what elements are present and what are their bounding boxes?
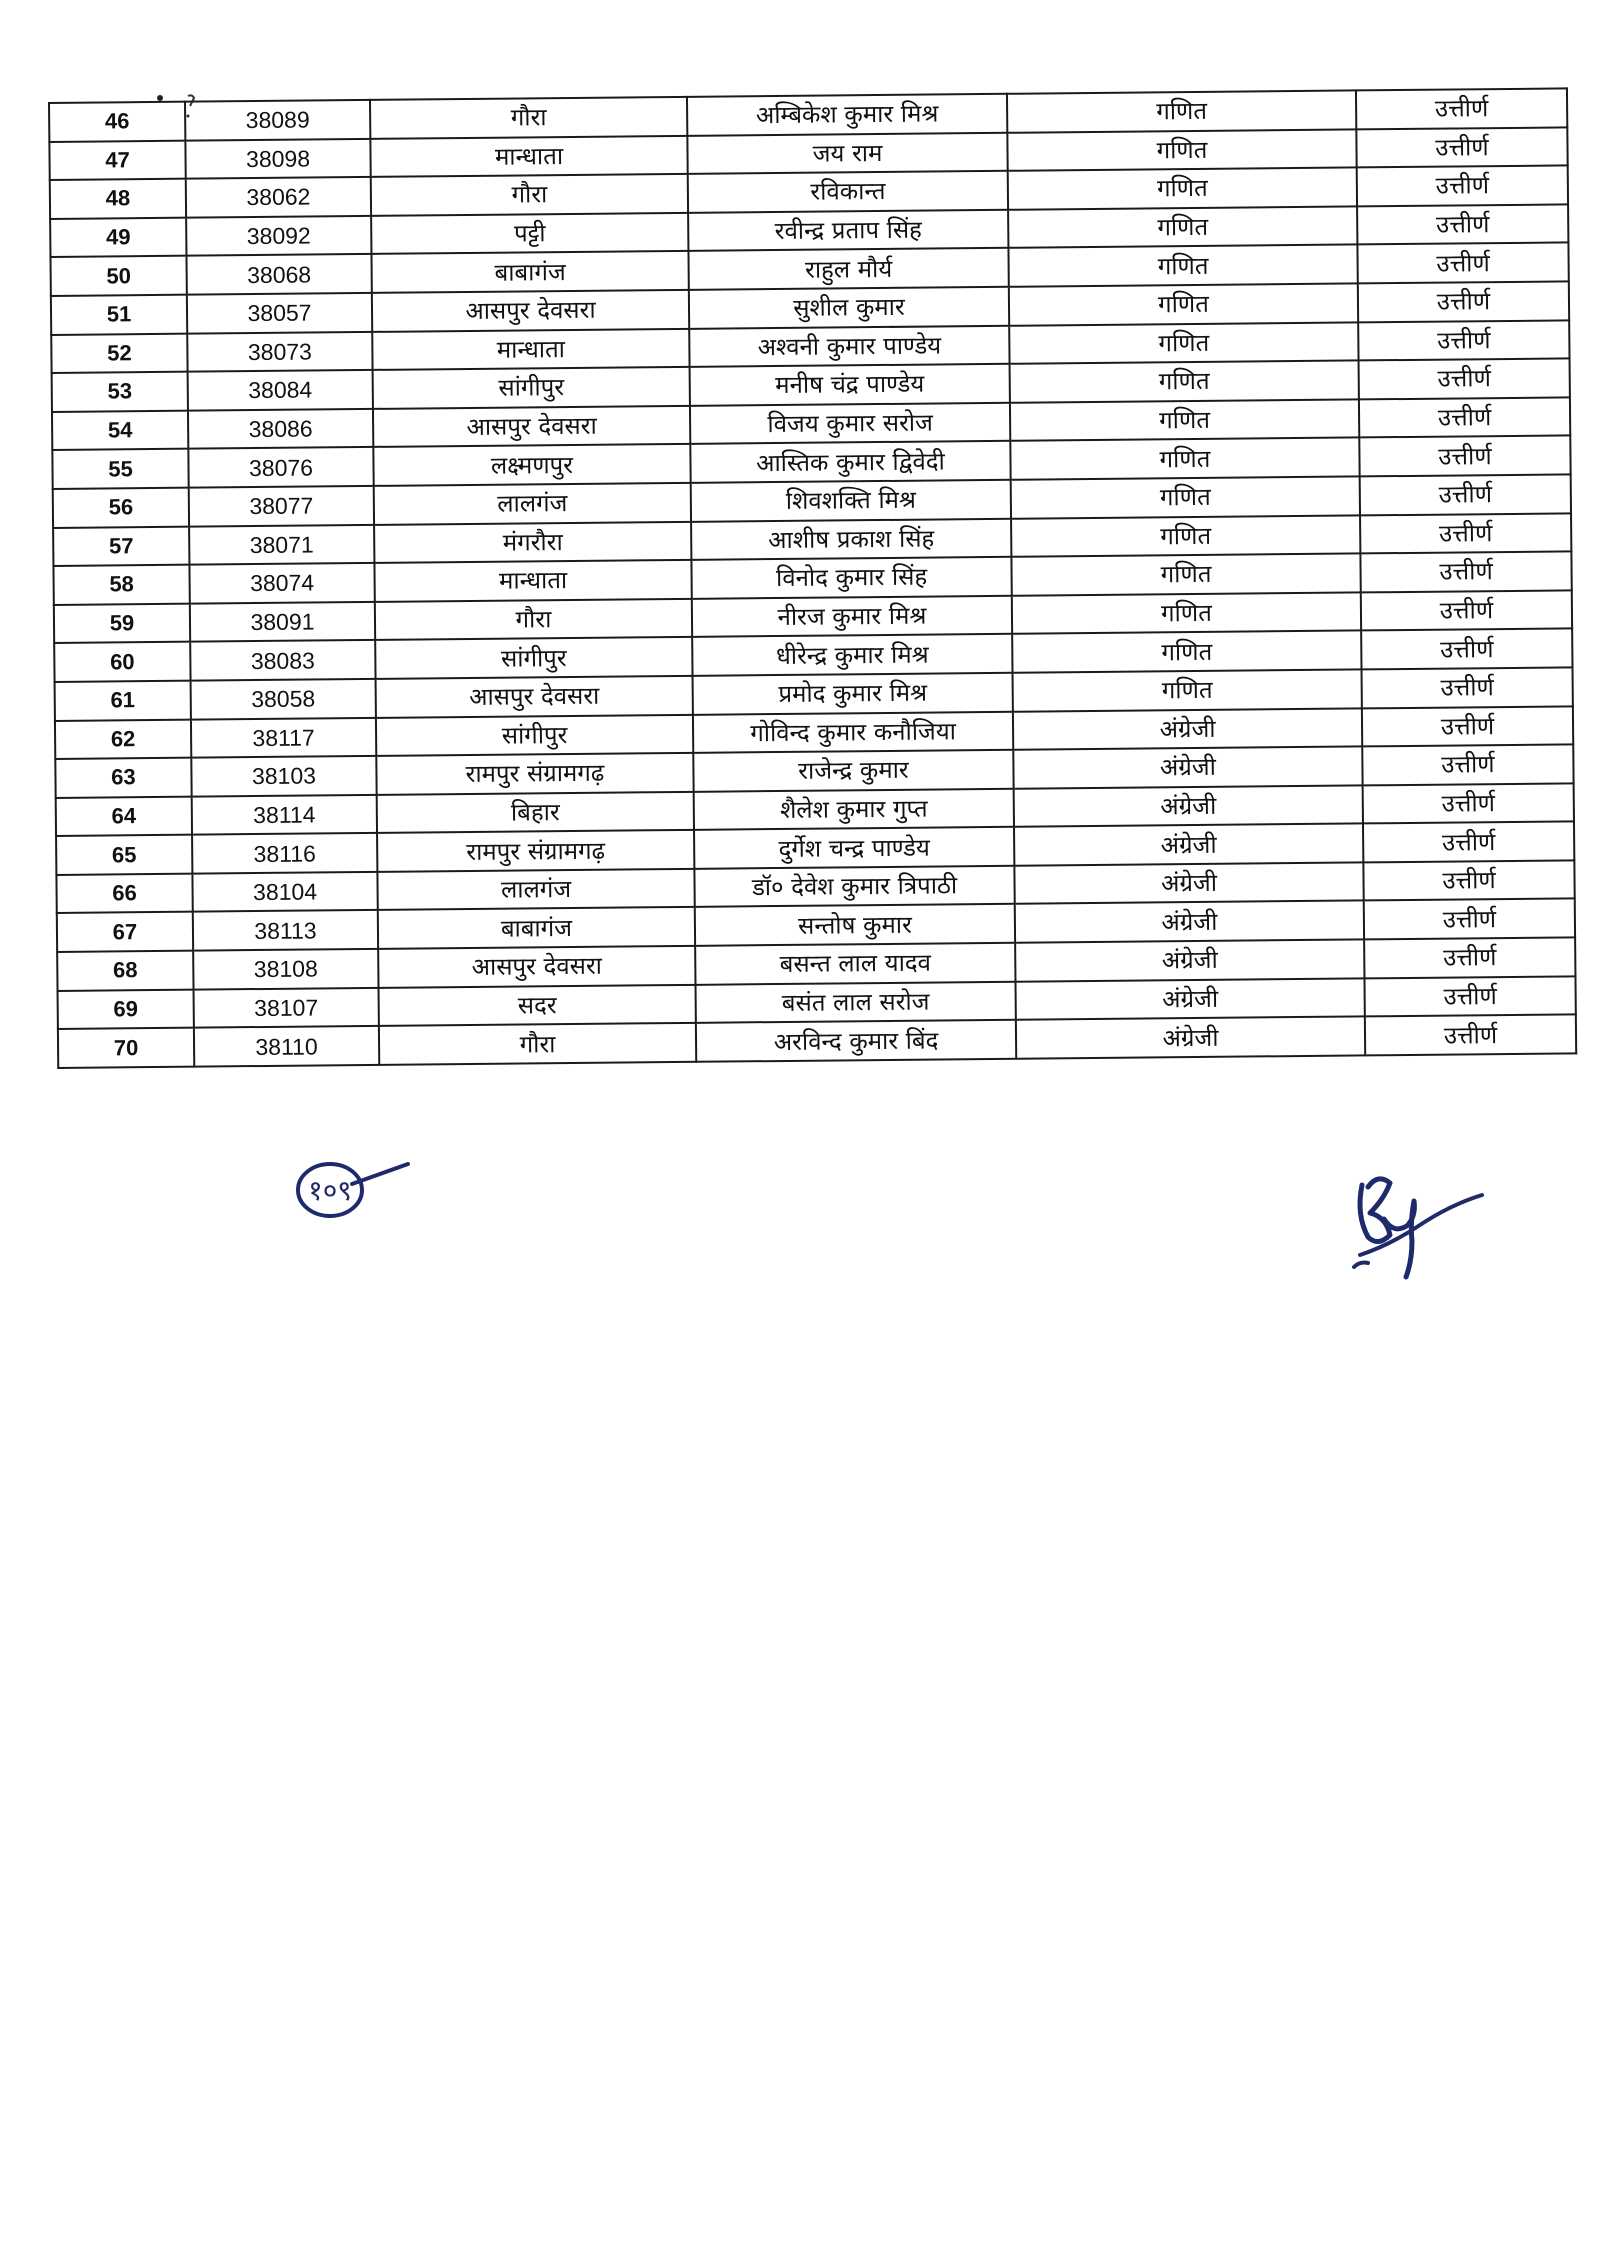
result-cell: उत्तीर्ण [1356,127,1567,168]
subject-cell: अंग्रेजी [1013,747,1362,789]
candidate-name-cell: बसन्त लाल यादव [695,943,1015,985]
block-cell: बाबागंज [371,251,688,293]
block-cell: लालगंज [374,483,691,525]
block-cell: लालगंज [377,869,694,911]
candidate-name-cell: विनोद कुमार सिंह [691,557,1011,599]
serial-number-cell: 48 [50,179,186,219]
roll-number-cell: 38107 [194,988,379,1028]
block-cell: आसपुर देवसरा [372,290,689,332]
subject-cell: गणित [1009,283,1358,325]
left-initials-signature [290,1150,420,1230]
block-cell: मान्धाता [370,135,687,177]
subject-cell: अंग्रेजी [1014,824,1363,866]
candidate-name-cell: सुशील कुमार [689,287,1009,329]
serial-number-cell: 57 [53,526,189,566]
block-cell: आसपुर देवसरा [376,676,693,718]
subject-cell: गणित [1010,438,1359,480]
block-cell: बिहार [377,792,694,834]
block-cell: सांगीपुर [375,637,692,679]
subject-cell: गणित [1007,129,1356,171]
serial-number-cell: 49 [50,217,186,257]
result-cell: उत्तीर्ण [1358,320,1569,361]
subject-cell: गणित [1012,592,1361,634]
candidate-name-cell: अश्वनी कुमार पाण्डेय [689,325,1009,367]
roll-number-cell: 38116 [192,833,377,873]
result-cell: उत्तीर्ण [1359,359,1570,400]
block-cell: सांगीपुर [376,714,693,756]
subject-cell: गणित [1008,206,1357,248]
result-cell: उत्तीर्ण [1357,166,1568,207]
serial-number-cell: 51 [51,295,187,335]
serial-number-cell: 52 [51,333,187,373]
serial-number-cell: 64 [56,796,192,836]
serial-number-cell: 54 [52,410,188,450]
serial-number-cell: 60 [54,642,190,682]
serial-number-cell: 59 [54,603,190,643]
subject-cell: अंग्रेजी [1015,901,1364,943]
subject-cell: गणित [1013,669,1362,711]
block-cell: मान्धाता [372,328,689,370]
roll-number-cell: 38084 [188,370,373,410]
result-cell: उत्तीर्ण [1356,88,1567,129]
serial-number-cell: 56 [53,488,189,528]
block-cell: मान्धाता [374,560,691,602]
result-cell: उत्तीर्ण [1361,590,1572,631]
result-cell: उत्तीर्ण [1361,629,1572,670]
candidate-name-cell: राजेन्द्र कुमार [693,750,1013,792]
result-cell: उत्तीर्ण [1362,706,1573,747]
candidate-name-cell: जय राम [687,132,1007,174]
subject-cell: अंग्रेजी [1014,862,1363,904]
candidate-name-cell: नीरज कुमार मिश्र [692,595,1012,637]
serial-number-cell: 62 [55,719,191,759]
serial-number-cell: 70 [58,1028,194,1068]
serial-number-cell: 65 [56,835,192,875]
roll-number-cell: 38110 [194,1026,379,1066]
serial-number-cell: 55 [52,449,188,489]
candidate-name-cell: रवीन्द्र प्रताप सिंह [688,210,1008,252]
block-cell: गौरा [379,1023,696,1065]
candidate-name-cell: बसंत लाल सरोज [696,981,1016,1023]
serial-number-cell: 58 [53,565,189,605]
block-cell: गौरा [371,174,688,216]
candidate-name-cell: शैलेश कुमार गुप्त [694,788,1014,830]
subject-cell: गणित [1010,399,1359,441]
block-cell: रामपुर संग्रामगढ़ [377,830,694,872]
candidate-name-cell: डॉ० देवेश कुमार त्रिपाठी [694,866,1014,908]
serial-number-cell: 47 [49,140,185,180]
block-cell: रामपुर संग्रामगढ़ [376,753,693,795]
roll-number-cell: 38083 [190,640,375,680]
roll-number-cell: 38057 [187,293,372,333]
roll-number-cell: 38062 [186,177,371,217]
candidate-name-cell: सन्तोष कुमार [695,904,1015,946]
right-signature [1340,1155,1490,1280]
candidate-name-cell: प्रमोद कुमार मिश्र [693,673,1013,715]
block-cell: गौरा [370,97,687,139]
subject-cell: अंग्रेजी [1015,978,1364,1020]
serial-number-cell: 50 [50,256,186,296]
result-cell: उत्तीर्ण [1364,899,1575,940]
subject-cell: अंग्रेजी [1016,1017,1365,1059]
result-cell: उत्तीर्ण [1362,667,1573,708]
block-cell: सदर [379,984,696,1026]
candidate-name-cell: शिवशक्ति मिश्र [691,480,1011,522]
roll-number-cell: 38092 [186,216,371,256]
subject-cell: गणित [1010,361,1359,403]
serial-number-cell: 68 [57,951,193,991]
roll-number-cell: 38077 [189,486,374,526]
result-cell: उत्तीर्ण [1359,397,1570,438]
result-cell: उत्तीर्ण [1360,513,1571,554]
subject-cell: अंग्रेजी [1014,785,1363,827]
result-cell: उत्तीर्ण [1363,860,1574,901]
result-cell: उत्तीर्ण [1359,436,1570,477]
serial-number-cell: 53 [52,372,188,412]
roll-number-cell: 38089 [185,100,370,140]
block-cell: बाबागंज [378,907,695,949]
result-cell: उत्तीर्ण [1357,204,1568,245]
subject-cell: गणित [1008,245,1357,287]
serial-number-cell: 67 [57,912,193,952]
result-cell: उत्तीर्ण [1357,243,1568,284]
roll-number-cell: 38086 [188,409,373,449]
block-cell: मंगरौरा [374,521,691,563]
subject-cell: गणित [1009,322,1358,364]
roll-number-cell: 38058 [191,679,376,719]
serial-number-cell: 63 [55,758,191,798]
roll-number-cell: 38074 [189,563,374,603]
result-cell: उत्तीर्ण [1358,281,1569,322]
candidate-name-cell: राहुल मौर्य [688,248,1008,290]
candidate-name-cell: रविकान्त [688,171,1008,213]
subject-cell: गणित [1011,554,1360,596]
serial-number-cell: 61 [55,681,191,721]
roll-number-cell: 38104 [192,872,377,912]
block-cell: गौरा [375,599,692,641]
roll-number-cell: 38073 [187,331,372,371]
subject-cell: गणित [1011,476,1360,518]
candidate-name-cell: आस्तिक कुमार द्विवेदी [690,441,1010,483]
result-cell: उत्तीर्ण [1362,744,1573,785]
serial-number-cell: 66 [56,874,192,914]
candidate-name-cell: दुर्गेश चन्द्र पाण्डेय [694,827,1014,869]
block-cell: सांगीपुर [373,367,690,409]
candidate-name-cell: धीरेन्द्र कुमार मिश्र [692,634,1012,676]
block-cell: लक्ष्मणपुर [373,444,690,486]
result-cell: उत्तीर्ण [1363,783,1574,824]
candidate-name-cell: मनीष चंद्र पाण्डेय [690,364,1010,406]
roll-number-cell: 38117 [191,717,376,757]
block-cell: पट्टी [371,213,688,255]
subject-cell: अंग्रेजी [1015,939,1364,981]
subject-cell: गणित [1012,631,1361,673]
result-cell: उत्तीर्ण [1360,552,1571,593]
roll-number-cell: 38108 [193,949,378,989]
block-cell: आसपुर देवसरा [378,946,695,988]
result-cell: उत्तीर्ण [1364,976,1575,1017]
left-initials-text: १०९ [308,1174,352,1207]
block-cell: आसपुर देवसरा [373,406,690,448]
candidate-name-cell: गोविन्द कुमार कनौजिया [693,711,1013,753]
candidate-name-cell: आशीष प्रकाश सिंह [691,518,1011,560]
roll-number-cell: 38114 [192,795,377,835]
subject-cell: गणित [1011,515,1360,557]
candidate-name-cell: अरविन्द कुमार बिंद [696,1020,1016,1062]
subject-cell: गणित [1007,90,1356,132]
result-table [48,87,1577,1068]
candidate-name-cell: विजय कुमार सरोज [690,403,1010,445]
roll-number-cell: 38071 [189,524,374,564]
roll-number-cell: 38113 [193,910,378,950]
serial-number-cell: 46 [49,102,185,142]
result-cell: उत्तीर्ण [1365,1015,1576,1056]
result-cell: उत्तीर्ण [1363,822,1574,863]
serial-number-cell: 69 [58,989,194,1029]
result-table-body [49,88,1576,1067]
candidate-name-cell: अम्बिकेश कुमार मिश्र [687,94,1007,136]
result-cell: उत्तीर्ण [1364,937,1575,978]
roll-number-cell: 38076 [188,447,373,487]
roll-number-cell: 38091 [190,602,375,642]
roll-number-cell: 38098 [185,139,370,179]
roll-number-cell: 38103 [191,756,376,796]
subject-cell: गणित [1008,168,1357,210]
result-cell: उत्तीर्ण [1360,474,1571,515]
roll-number-cell: 38068 [186,254,371,294]
subject-cell: अंग्रेजी [1013,708,1362,750]
